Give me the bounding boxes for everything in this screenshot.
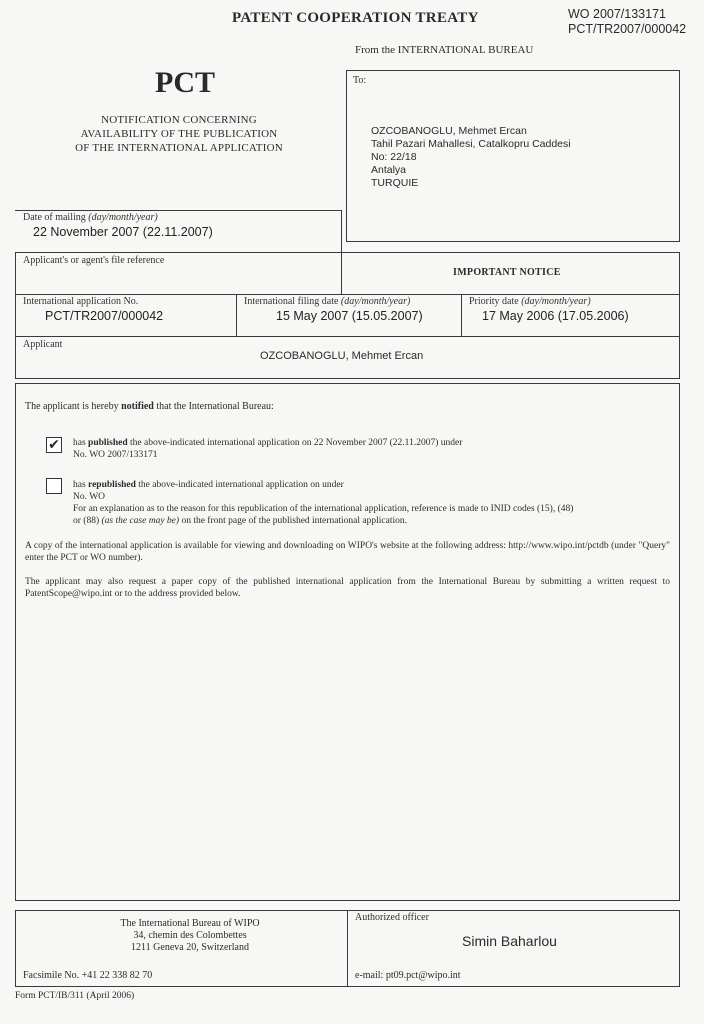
intro-text: The applicant is hereby notified that the International Bureau: xyxy=(25,401,274,412)
published-text: has published the above-indicated international application on 22 November 2007 (22.11.2007) under No. WO 2007/133171 xyxy=(73,437,668,461)
officer-label: Authorized officer xyxy=(355,912,429,923)
file-reference-label: Applicant's or agent's file reference xyxy=(23,255,165,266)
addressee xyxy=(371,125,571,190)
notification-title-line1: NOTIFICATION CONCERNING xyxy=(101,114,257,126)
bureau-address-line1: The International Bureau of WIPO xyxy=(120,918,260,929)
mailing-date: 22 November 2007 (22.11.2007) xyxy=(33,225,213,239)
republished-text: has republished the above-indicated international application on under No. WO For an explanation as to the reason for this republication of the international application, reference is made to INID codes (15), (48) or (88) (as the case may be) on the front page of the published international application. xyxy=(73,479,673,527)
to-label: To: xyxy=(353,75,367,86)
addressee-number: No: 22/18 xyxy=(371,151,417,163)
application-number: PCT/TR2007/000042 xyxy=(45,309,164,323)
viewing-paragraph: A copy of the international application is available for viewing and downloading on WIPO's website at the following address: http://www.wipo.int/pctdb (under "Query" enter the PCT or WO number). xyxy=(25,541,670,563)
wo-number: WO 2007/133171 xyxy=(568,7,666,21)
form-number: Form PCT/IB/311 (April 2006) xyxy=(15,991,135,1001)
paper-copy-paragraph: The applicant may also request a paper copy of the published international application from the International Bureau by submitting a written request to PatentScope@wipo.int or to the address provided below. xyxy=(25,577,670,599)
mailing-date-label: Date of mailing (day/month/year) xyxy=(23,212,158,223)
priority-date: 17 May 2006 (17.05.2006) xyxy=(482,309,629,323)
pct-number: PCT/TR2007/000042 xyxy=(568,22,687,36)
addressee-street: Tahil Pazari Mahallesi, Catalkopru Caddesi xyxy=(371,138,571,150)
notification-title-line3: OF THE INTERNATIONAL APPLICATION xyxy=(75,142,283,154)
officer-name: Simin Baharlou xyxy=(462,933,557,949)
published-checkbox[interactable]: ✔ xyxy=(46,437,62,453)
applicant-label: Applicant xyxy=(23,339,63,350)
application-number-label: International application No. xyxy=(23,296,139,307)
to-box xyxy=(346,70,680,242)
published-number: No. WO 2007/133171 xyxy=(73,450,158,460)
republished-number: No. WO xyxy=(73,492,106,502)
facsimile: Facsimile No. +41 22 338 82 70 xyxy=(23,970,153,981)
notification-title xyxy=(40,113,318,155)
bureau-address-line3: 1211 Geneva 20, Switzerland xyxy=(131,942,249,953)
from-bureau: From the INTERNATIONAL BUREAU xyxy=(355,44,534,56)
republication-explanation: For an explanation as to the reason for this republication of the international application, reference is made to INID codes (15), (48) xyxy=(73,504,574,514)
applicant-name: OZCOBANOGLU, Mehmet Ercan xyxy=(260,350,424,362)
notification-title-line2: AVAILABILITY OF THE PUBLICATION xyxy=(80,128,278,140)
republished-checkbox[interactable] xyxy=(46,478,62,494)
addressee-city: Antalya xyxy=(371,164,407,176)
priority-date-label: Priority date (day/month/year) xyxy=(469,296,591,307)
filing-date-label: International filing date (day/month/year) xyxy=(244,296,411,307)
bureau-address-line2: 34, chemin des Colombettes xyxy=(133,930,247,941)
addressee-country: TURQUIE xyxy=(371,177,419,189)
filing-date: 15 May 2007 (15.05.2007) xyxy=(276,309,423,323)
bureau-address xyxy=(70,918,310,954)
addressee-name: OZCOBANOGLU, Mehmet Ercan xyxy=(371,125,527,137)
officer-email: e-mail: pt09.pct@wipo.int xyxy=(355,970,461,981)
important-notice: IMPORTANT NOTICE xyxy=(453,267,561,278)
pct-heading: PCT xyxy=(155,66,215,99)
document-title: PATENT COOPERATION TREATY xyxy=(232,10,479,26)
notice-body xyxy=(15,383,680,901)
